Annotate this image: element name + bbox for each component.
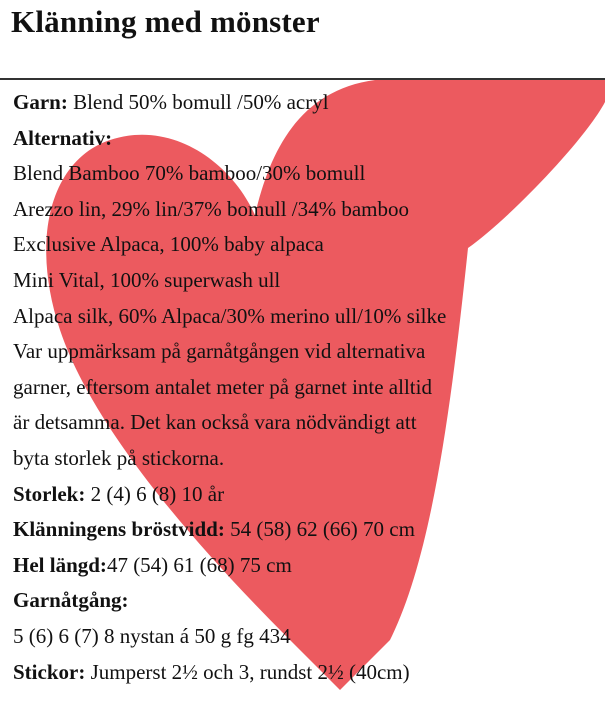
- needles-value: Jumperst 2½ och 3, rundst 2½ (40cm): [85, 659, 410, 684]
- note-line: Var uppmärksam på garnåtgången vid alternativa: [13, 339, 426, 364]
- chest-label: Klänningens bröstvidd:: [13, 517, 225, 542]
- needles-line: [13, 655, 603, 691]
- alternative-item: Mini Vital, 100% superwash ull: [13, 267, 281, 292]
- yarn-amount-value: 5 (6) 6 (7) 8 nystan á 50 g fg 434: [13, 623, 291, 648]
- yarn-label: Garn:: [13, 90, 68, 114]
- alternative-item: Blend Bamboo 70% bamboo/30% bomull: [13, 161, 366, 186]
- note-line: byta storlek på stickorna.: [13, 445, 225, 470]
- title-divider: [0, 78, 605, 80]
- size-value: 2 (4) 6 (8) 10 år: [85, 481, 225, 506]
- yarn-line: [13, 85, 603, 121]
- alternatives-label: Alternativ:: [13, 125, 113, 150]
- needles-label: Stickor:: [13, 659, 86, 684]
- alternative-item: Arezzo lin, 29% lin/37% bomull /34% bamboo: [13, 196, 410, 221]
- size-label: Storlek:: [13, 481, 86, 506]
- alternative-item: Exclusive Alpaca, 100% baby alpaca: [13, 232, 324, 257]
- length-line: [13, 548, 603, 584]
- page-title: Klänning med mönster: [11, 4, 320, 39]
- chest-value: 54 (58) 62 (66) 70 cm: [224, 517, 415, 542]
- yarn-amount-label: Garnåtgång:: [13, 588, 129, 613]
- pattern-details: [13, 85, 603, 690]
- chest-line: [13, 512, 603, 548]
- alternative-item: Alpaca silk, 60% Alpaca/30% merino ull/10% silke: [13, 303, 447, 328]
- length-label: Hel längd:: [13, 552, 107, 577]
- size-line: [13, 477, 603, 513]
- note-line: garner, eftersom antalet meter på garnet inte alltid: [13, 374, 432, 399]
- yarn-value: Blend 50% bomull /50% acryl: [67, 90, 329, 114]
- length-value: 47 (54) 61 (68) 75 cm: [106, 552, 292, 577]
- note-line: är detsamma. Det kan också vara nödvändigt att: [13, 410, 417, 435]
